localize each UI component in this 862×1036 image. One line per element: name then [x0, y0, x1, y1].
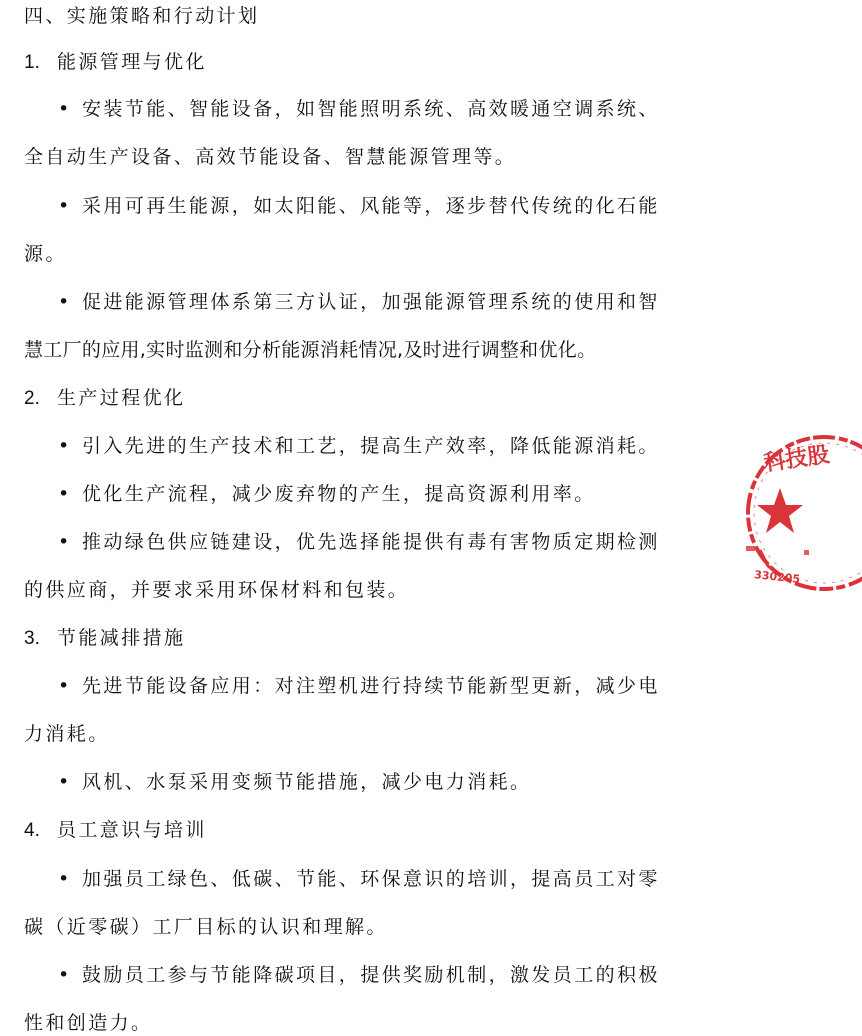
seal-text: 科技股 [762, 442, 832, 477]
section-1-heading [24, 50, 694, 75]
bullet-2-1-text: 引入先进的生产技术和工艺，提高生产效率，降低能源消耗。 [82, 435, 660, 457]
bullet-1-2-continuation: 源。 [24, 243, 67, 265]
section-2-number: 2. [24, 388, 40, 409]
bullet-dot: • [58, 964, 72, 986]
bullet-4-1-text: 加强员工绿色、低碳、节能、环保意识的培训，提高员工对零 [82, 868, 660, 890]
section-3-title: 节能减排措施 [57, 627, 186, 649]
star-icon [757, 488, 803, 533]
bullet-1-3 [58, 290, 728, 314]
bullet-dot: • [58, 291, 72, 313]
bullet-dot: • [58, 483, 72, 505]
section-1-title: 能源管理与优化 [57, 51, 207, 73]
bullet-1-1-text: 安装节能、智能设备，如智能照明系统、高效暖通空调系统、 [82, 98, 660, 120]
bullet-4-2-continuation: 性和创造力。 [24, 1012, 153, 1034]
section-2-heading [24, 386, 694, 411]
bullet-4-1-continuation: 碳（近零碳）工厂目标的认识和理解。 [24, 916, 388, 938]
bullet-3-1-continuation: 力消耗。 [24, 723, 110, 745]
bullet-3-2-text: 风机、水泵采用变频节能措施，减少电力消耗。 [82, 771, 532, 793]
section-2-title: 生产过程优化 [57, 387, 186, 409]
bullet-1-3-text: 促进能源管理体系第三方认证，加强能源管理系统的使用和智 [82, 291, 660, 313]
bullet-dot: • [58, 868, 72, 890]
bullet-2-3-text: 推动绿色供应链建设，优先选择能提供有毒有害物质定期检测 [82, 531, 660, 553]
section-4-title: 员工意识与培训 [57, 819, 207, 841]
section-4-heading [24, 818, 694, 843]
section-3-heading [24, 626, 694, 651]
bullet-dot: • [58, 675, 72, 697]
seal-code: 330205 [753, 568, 801, 586]
bullet-4-2 [58, 963, 728, 987]
bullet-2-1 [58, 434, 728, 458]
bullet-1-2-text: 采用可再生能源，如太阳能、风能等，逐步替代传统的化石能 [82, 195, 660, 217]
bullet-2-2-text: 优化生产流程，减少废弃物的产生，提高资源利用率。 [82, 483, 596, 505]
bullet-3-2 [58, 770, 728, 794]
bullet-3-1-text: 先进节能设备应用：对注塑机进行持续节能新型更新，减少电 [82, 675, 660, 697]
section-3-number: 3. [24, 628, 40, 649]
bullet-2-3-continuation: 的供应商，并要求采用环保材料和包装。 [24, 579, 410, 601]
section-1-number: 1. [24, 52, 40, 73]
bullet-1-3-continuation: 慧工厂的应用,实时监测和分析能源消耗情况,及时进行调整和优化。 [24, 339, 597, 361]
bullet-1-1 [58, 97, 728, 121]
bullet-1-1-continuation: 全自动生产设备、高效节能设备、智慧能源管理等。 [24, 146, 517, 168]
company-seal [742, 428, 862, 598]
seal-mark [746, 546, 755, 551]
bullet-4-1 [58, 867, 728, 891]
bullet-dot: • [58, 98, 72, 120]
section-4-number: 4. [24, 820, 40, 841]
bullet-dot: • [58, 531, 72, 553]
bullet-3-1 [58, 674, 728, 698]
bullet-2-3 [58, 530, 728, 554]
bullet-4-2-text: 鼓励员工参与节能降碳项目，提供奖励机制，激发员工的积极 [82, 964, 660, 986]
bullet-dot: • [58, 435, 72, 457]
seal-mark [804, 550, 809, 555]
bullet-dot: • [58, 195, 72, 217]
bullet-dot: • [58, 771, 72, 793]
bullet-1-2 [58, 194, 728, 218]
section-title: 四、实施策略和行动计划 [24, 5, 260, 27]
bullet-2-2 [58, 482, 728, 506]
